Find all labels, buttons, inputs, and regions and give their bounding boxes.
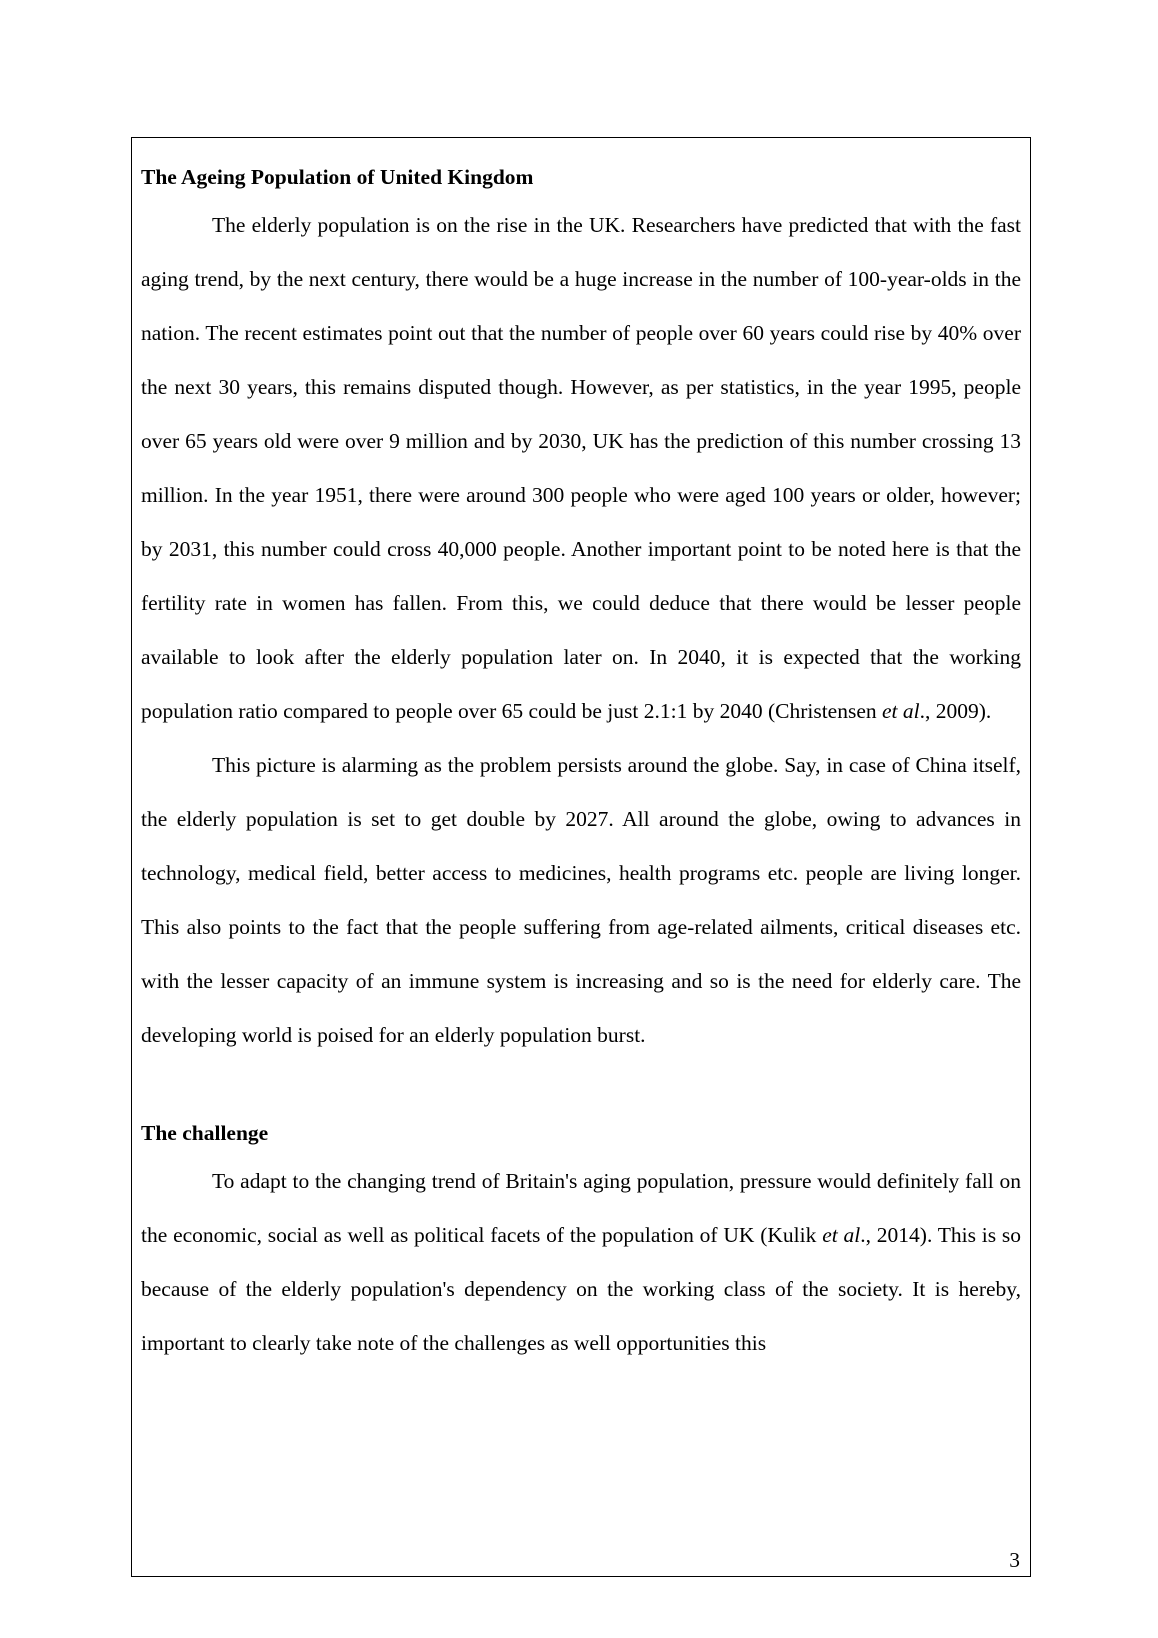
paragraph-uk-statistics [141, 198, 1021, 738]
section-heading-challenge: The challenge [141, 1121, 269, 1145]
citation-italic: et al [882, 699, 920, 723]
page-number: 3 [1009, 1548, 1020, 1572]
paragraph-text-end: ., 2009). [919, 699, 992, 723]
section-heading-ageing-population: The Ageing Population of United Kingdom [141, 165, 534, 189]
paragraph-text: The elderly population is on the rise in the UK. Researchers have predicted that with the fast aging trend, by the next century, there would be a huge increase in the number of 100-year-olds in the nation. The recent estimates point out that the number of people over 60 years could rise by 40% over the next 30 years, this remains disputed though. However, as per statistics, in the year 1995, people over 65 years old were over 9 million and by 2030, UK has the prediction of this number crossing 13 million. In the year 1951, there were around 300 people who were aged 100 years or older, however; by 2031, this number could cross 40,000 people. Another important point to be noted here is that the fertility rate in women has fallen. From this, we could deduce that there would be lesser people available to look after the elderly population later on. In 2040, it is expected that the working population ratio compared to people over 65 could be just 2.1:1 by 2040 (Christensen [141, 213, 1021, 723]
document-body [141, 160, 1021, 1370]
paragraph-text-end: ., 2014). This is so because of the elderly population's dependency on the working class of the society. It is hereby, important to clearly take note of the challenges as well opportunities this [141, 1223, 1021, 1355]
paragraph-global-picture: This picture is alarming as the problem persists around the globe. Say, in case of China itself, the elderly population is set to get double by 2027. All around the globe, owing to advances in technology, medical field, better access to medicines, health programs etc. people are living longer. This also points to the fact that the people suffering from age-related ailments, critical diseases etc. with the lesser capacity of an immune system is increasing and so is the need for elderly care. The developing world is poised for an elderly population burst. [141, 753, 1021, 1047]
section-gap [141, 1062, 1021, 1116]
paragraph-text: To adapt to the changing trend of Britain's aging population, pressure would definitely fall on the economic, social as well as political facets of the population of UK (Kulik [141, 1169, 1021, 1247]
paragraph-challenge [141, 1154, 1021, 1370]
citation-italic: et al [822, 1223, 861, 1247]
